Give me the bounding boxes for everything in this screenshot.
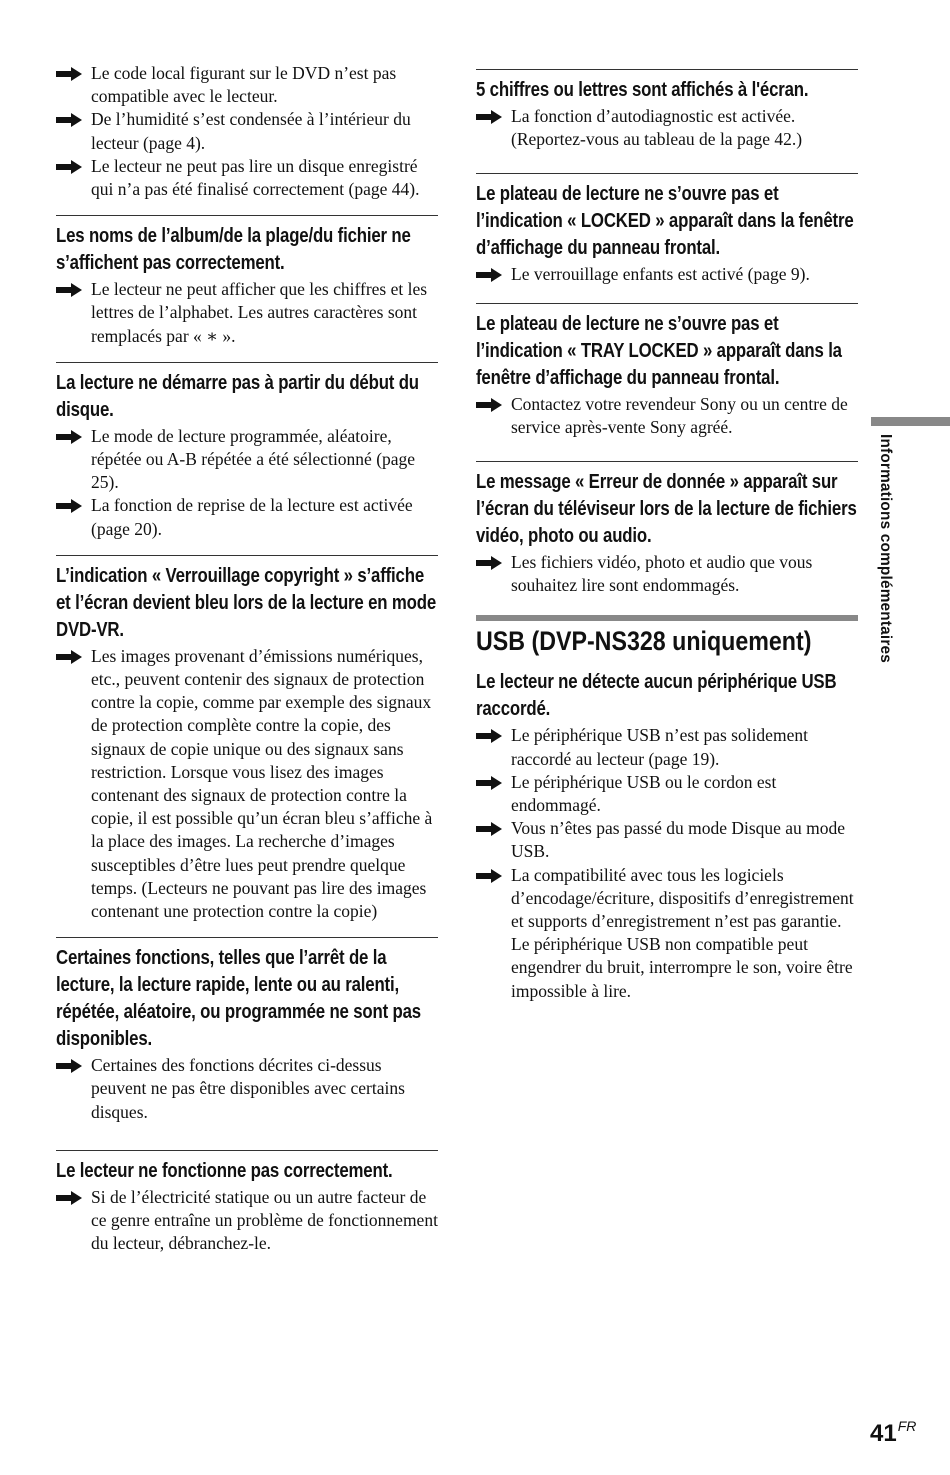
bullet-list: [476, 724, 858, 1002]
bullet-list: [476, 105, 858, 151]
bullet-list: [56, 1054, 438, 1124]
arrow-right-icon: [56, 499, 82, 513]
list-item: La fonction de reprise de la lecture est activée (page 20).: [56, 494, 438, 540]
list-item: Si de l’électricité statique ou un autre facteur de ce genre entraîne un problème de fonctionnement du lecteur, débranchez-le.: [56, 1186, 438, 1256]
arrow-right-icon: [56, 283, 82, 297]
list-item: Contactez votre revendeur Sony ou un centre de service après-vente Sony agréé.: [476, 393, 858, 439]
page-number-value: 41: [870, 1420, 897, 1447]
section-usb-not-detected: [476, 669, 858, 1002]
list-item: Le mode de lecture programmée, aléatoire, répétée ou A-B répétée a été sélectionné (page 25).: [56, 425, 438, 495]
section-album-names: [56, 215, 438, 348]
side-tab-bar: [871, 417, 950, 426]
arrow-right-icon: [476, 556, 502, 570]
section-tray-locked: [476, 303, 858, 439]
list-item: La fonction d’autodiagnostic est activée. (Reportez-vous au tableau de la page 42.): [476, 105, 858, 151]
arrow-right-icon: [56, 650, 82, 664]
arrow-right-icon: [56, 160, 82, 174]
bullet-list: [476, 551, 858, 597]
section-heading: Les noms de l’album/de la plage/du fichier ne s’affichent pas correctement.: [56, 225, 411, 275]
section-functions-unavailable: [56, 937, 438, 1124]
section-heading: Le plateau de lecture ne s’ouvre pas et l’indication « TRAY LOCKED » apparaît dans la fenêtre d’affichage du panneau frontal.: [476, 312, 842, 389]
list-item: Le verrouillage enfants est activé (page 9).: [476, 263, 858, 286]
section-heading: L’indication « Verrouillage copyright » s’affiche et l’écran devient bleu lors de la lecture en mode DVD-VR.: [56, 564, 436, 641]
arrow-right-icon: [476, 729, 502, 743]
arrow-right-icon: [476, 776, 502, 790]
side-tab-label: Informations complémentaires: [877, 434, 894, 664]
bullet-list: [56, 1186, 438, 1256]
section-heading: Le plateau de lecture ne s’ouvre pas et l’indication « LOCKED » apparaît dans la fenêtre d’affichage du panneau frontal.: [476, 183, 854, 260]
list-item: De l’humidité s’est condensée à l’intérieur du lecteur (page 4).: [56, 108, 438, 154]
section-locked: [476, 173, 858, 286]
arrow-right-icon: [56, 1191, 82, 1205]
list-item: Vous n’êtes pas passé du mode Disque au mode USB.: [476, 817, 858, 863]
section-playback-start: [56, 362, 438, 541]
section-heading: Le lecteur ne fonctionne pas correctement.: [56, 1159, 393, 1182]
list-item: Le lecteur ne peut afficher que les chiffres et les lettres de l’alphabet. Les autres caractères sont remplacés par « ∗ ».: [56, 278, 438, 348]
arrow-right-icon: [56, 67, 82, 81]
list-item: Le code local figurant sur le DVD n’est pas compatible avec le lecteur.: [56, 62, 438, 108]
arrow-right-icon: [56, 1059, 82, 1073]
right-column: [476, 62, 858, 1003]
bullet-list: [56, 278, 438, 348]
arrow-right-icon: [476, 822, 502, 836]
section-heading: 5 chiffres ou lettres sont affichés à l'écran.: [476, 79, 809, 101]
arrow-right-icon: [476, 268, 502, 282]
list-item: Le périphérique USB ou le cordon est endommagé.: [476, 771, 858, 817]
section-region-code: [56, 62, 438, 201]
page-number: [870, 1418, 916, 1448]
list-item: Certaines des fonctions décrites ci-dessus peuvent ne pas être disponibles avec certains disques.: [56, 1054, 438, 1124]
arrow-right-icon: [476, 110, 502, 124]
list-item: Le périphérique USB n’est pas solidement raccordé au lecteur (page 19).: [476, 724, 858, 770]
section-usb: [476, 615, 858, 1002]
left-column: [56, 62, 438, 1256]
bullet-list: [56, 425, 438, 541]
bullet-list: [476, 393, 858, 439]
bullet-list: [476, 263, 858, 286]
arrow-right-icon: [56, 113, 82, 127]
section-self-diagnosis: [476, 69, 858, 151]
arrow-right-icon: [476, 869, 502, 883]
bullet-list: [56, 62, 438, 201]
section-heading: La lecture ne démarre pas à partir du début du disque.: [56, 371, 419, 421]
arrow-right-icon: [476, 398, 502, 412]
arrow-right-icon: [56, 430, 82, 444]
section-data-error: [476, 461, 858, 597]
list-item: Les images provenant d’émissions numériques, etc., peuvent contenir des signaux de protection contre la copie, comme par exemple des signaux de protection complète contre la copie, des signaux de copie unique ou des signaux sans restriction. Lorsque vous lisez des images contenant des signaux de protection contre la copie, il est possible qu’un écran bleu s’affiche à la place des images. La recherche d’images susceptibles d’être lues peut prendre quelque temps. (Lecteurs ne pouvant pas lire des images contenant une protection contre la copie): [56, 645, 438, 923]
list-item: Le lecteur ne peut pas lire un disque enregistré qui n’a pas été finalisé correctement (page 44).: [56, 155, 438, 201]
section-copyright-lock: [56, 555, 438, 923]
section-heading: Le message « Erreur de donnée » apparaît sur l’écran du téléviseur lors de la lecture de fichiers vidéo, photo ou audio.: [476, 471, 857, 548]
section-player-malfunction: [56, 1150, 438, 1256]
list-item: La compatibilité avec tous les logiciels d’encodage/écriture, dispositifs d’enregistrement et supports d’enregistrement n’est pas garantie. Le périphérique USB non compatible peut engendrer du bruit, interrompre le son, voire être impossible à lire.: [476, 864, 858, 1003]
section-heading: Le lecteur ne détecte aucun périphérique USB raccordé.: [476, 671, 837, 721]
bullet-list: [56, 645, 438, 923]
section-heading: Certaines fonctions, telles que l’arrêt de la lecture, la lecture rapide, lente ou au ralenti, répétée, aléatoire, ou programmée ne sont pas disponibles.: [56, 947, 421, 1051]
usb-section-title: USB (DVP-NS328 uniquement): [476, 626, 812, 657]
list-item: Les fichiers vidéo, photo et audio que vous souhaitez lire sont endommagés.: [476, 551, 858, 597]
page-number-suffix: FR: [897, 1418, 917, 1434]
